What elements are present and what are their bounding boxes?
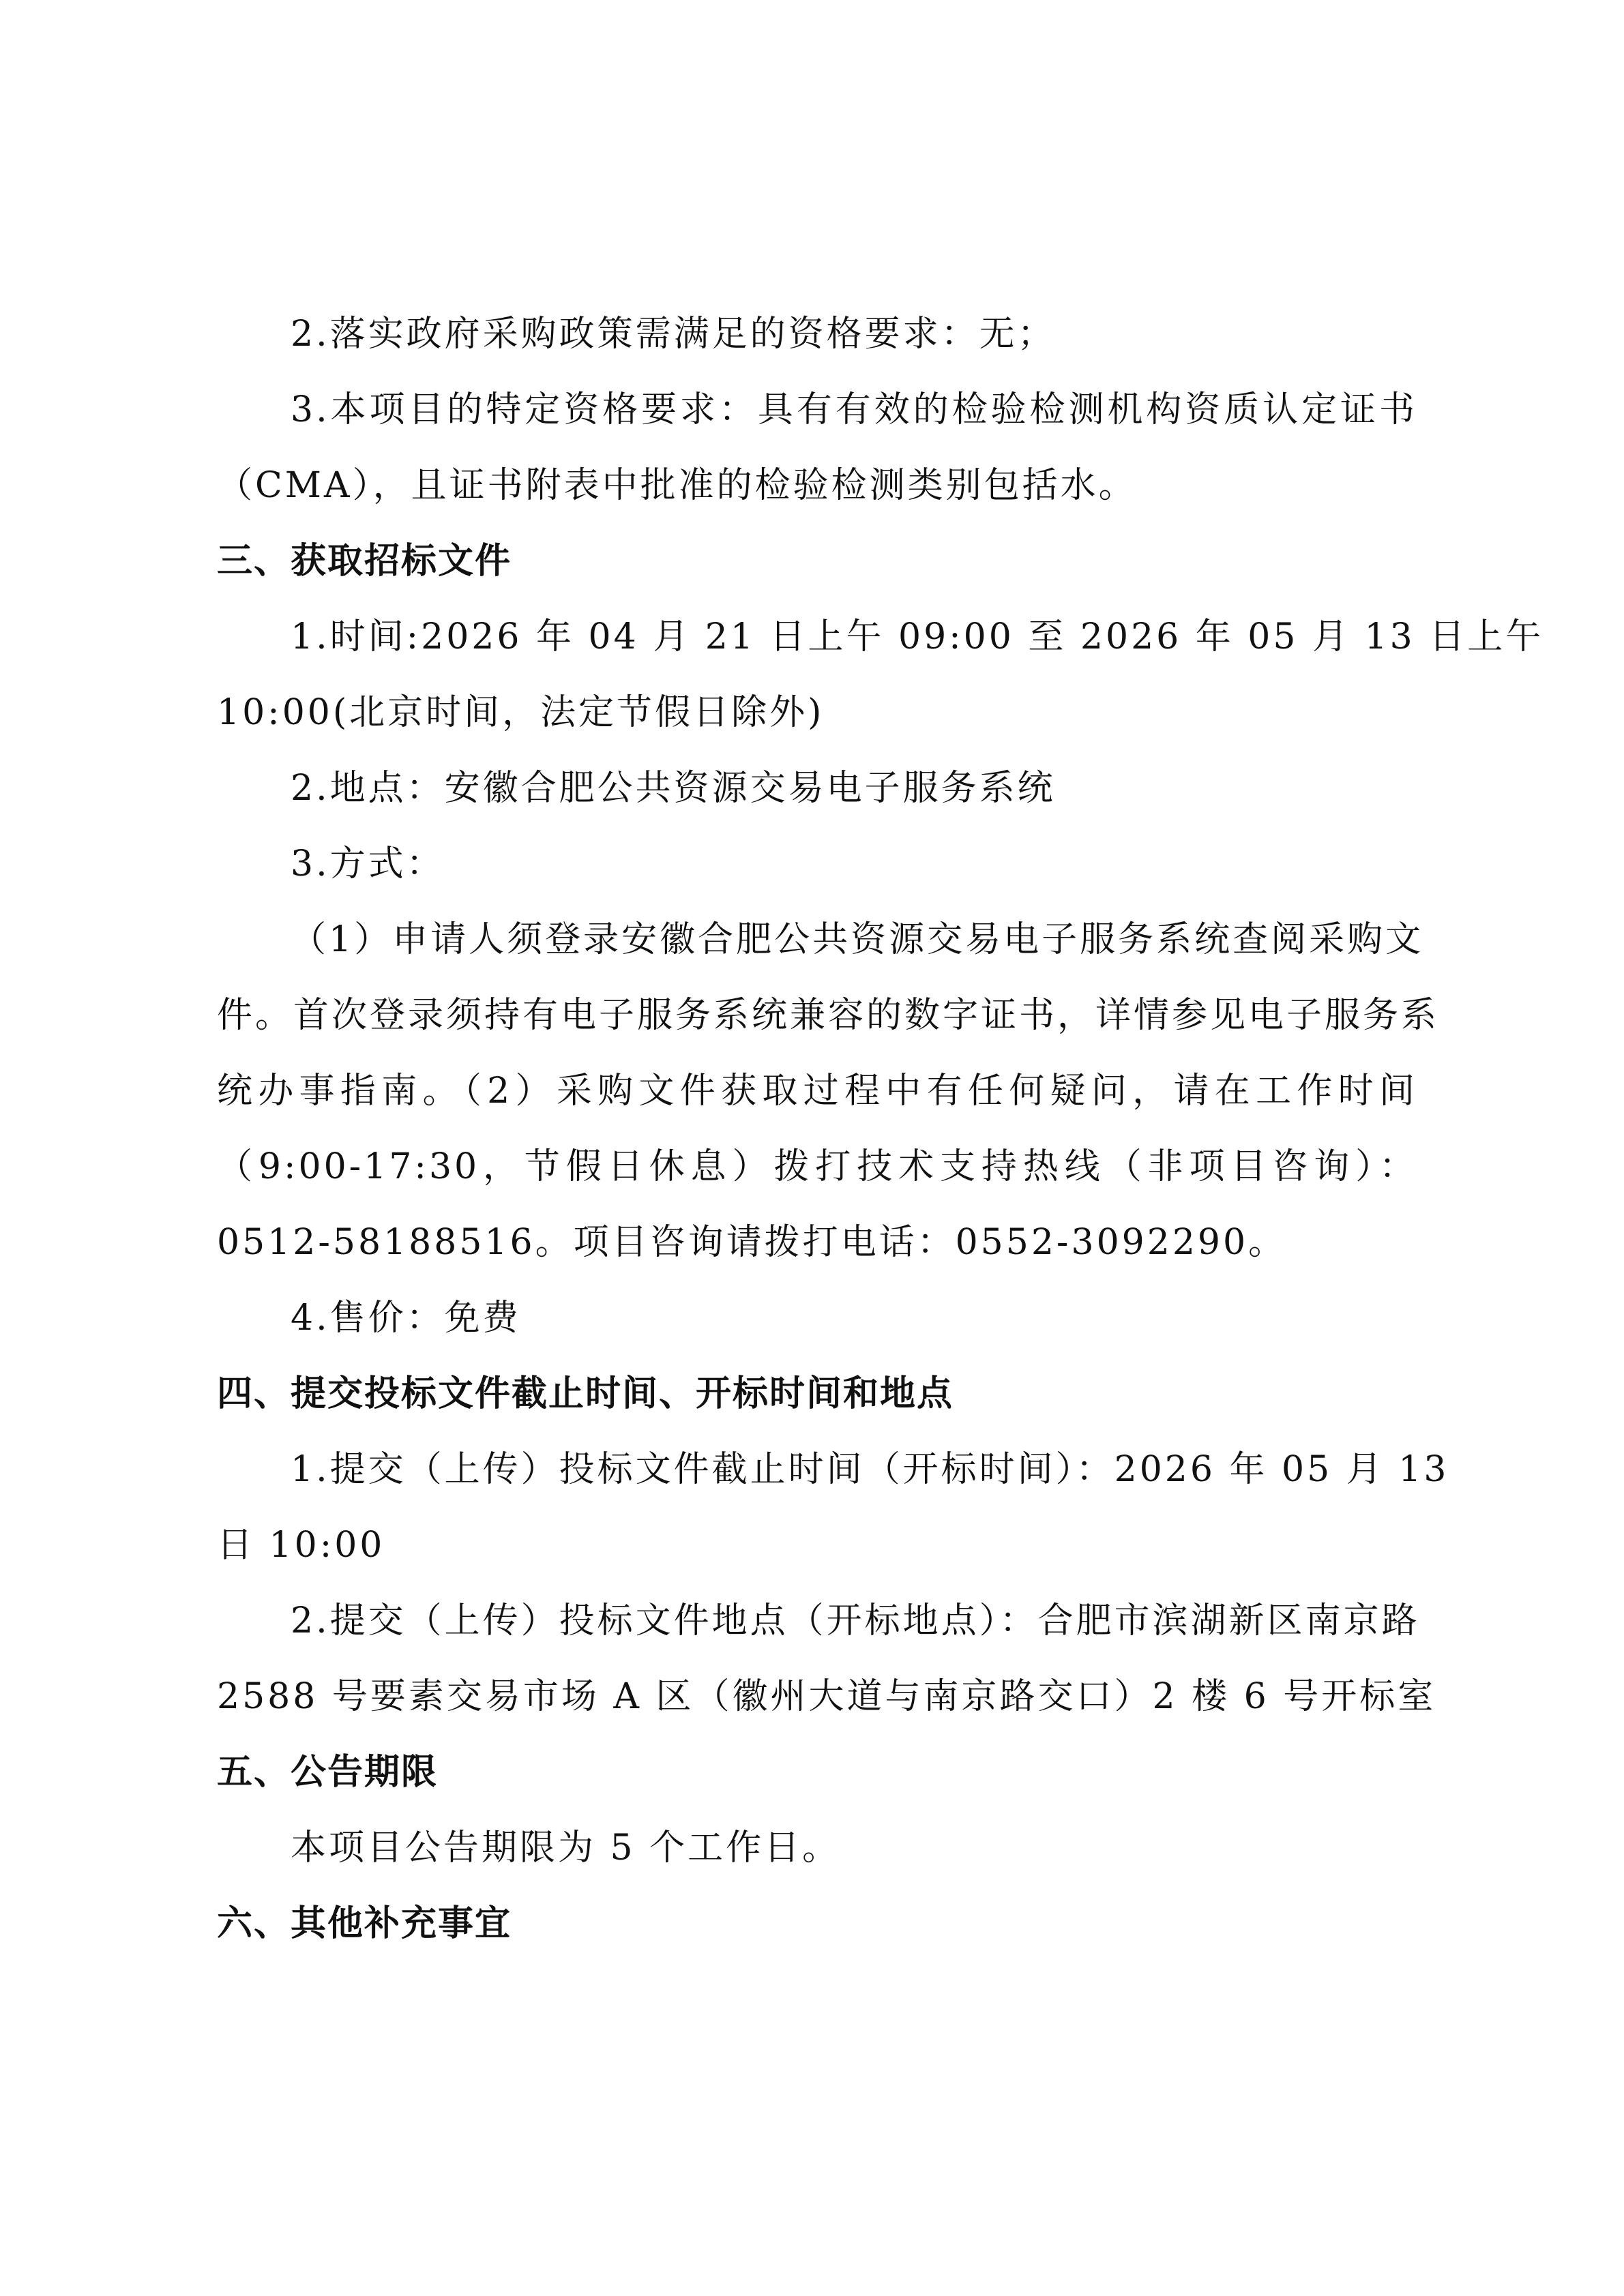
submission-deadline-line-1: 1.提交（上传）投标文件截止时间（开标时间）：2026 年 05 月 13 — [291, 1449, 1449, 1490]
submission-deadline-line-2: 日 10:00 — [217, 1525, 385, 1566]
obtain-method-line-2: 件。首次登录须持有电子服务系统兼容的数字证书，详情参见电子服务系 — [217, 995, 1440, 1036]
obtain-time-line-2: 10:00(北京时间，法定节假日除外) — [217, 692, 825, 733]
section-heading-obtain-documents: 三、获取招标文件 — [217, 541, 512, 582]
qualification-specific-line-2: （CMA），且证书附表中批准的检验检测类别包括水。 — [217, 465, 1137, 506]
obtain-method-line-1: （1）申请人须登录安徽合肥公共资源交易电子服务系统查阅采购文 — [291, 919, 1424, 960]
announcement-period-line: 本项目公告期限为 5 个工作日。 — [291, 1828, 841, 1868]
obtain-time-line-1: 1.时间:2026 年 04 月 21 日上午 09:00 至 2026 年 05 月 13 日上午 — [291, 616, 1544, 657]
submission-location-line-1: 2.提交（上传）投标文件地点（开标地点）：合肥市滨湖新区南京路 — [291, 1600, 1420, 1641]
obtain-method-line-4: （9:00-17:30，节假日休息）拨打技术支持热线（非项目咨询）： — [217, 1146, 1417, 1187]
obtain-method-label: 3.方式： — [291, 844, 445, 884]
qualification-policy-line: 2.落实政府采购政策需满足的资格要求：无； — [291, 314, 1056, 355]
obtain-price-line: 4.售价：免费 — [291, 1298, 521, 1339]
submission-location-line-2: 2588 号要素交易市场 A 区（徽州大道与南京路交口）2 楼 6 号开标室 — [217, 1676, 1436, 1717]
section-heading-announcement-period: 五、公告期限 — [217, 1752, 439, 1793]
obtain-location-line: 2.地点：安徽合肥公共资源交易电子服务系统 — [291, 768, 1056, 809]
section-heading-other-matters: 六、其他补充事宜 — [217, 1903, 512, 1944]
qualification-specific-line-1: 3.本项目的特定资格要求：具有有效的检验检测机构资质认定证书 — [291, 389, 1417, 430]
obtain-method-line-5: 0512-58188516。项目咨询请拨打电话：0552-3092290。 — [217, 1222, 1287, 1263]
obtain-method-line-3: 统办事指南。（2）采购文件获取过程中有任何疑问，请在工作时间 — [217, 1071, 1417, 1112]
section-heading-submission: 四、提交投标文件截止时间、开标时间和地点 — [217, 1373, 954, 1414]
